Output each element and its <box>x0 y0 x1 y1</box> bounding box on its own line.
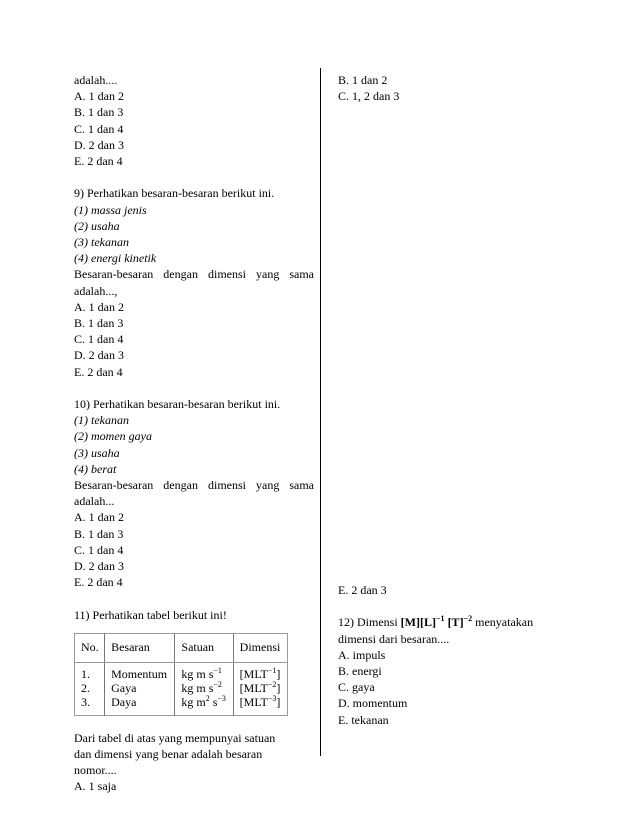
right-column-lower <box>338 582 578 728</box>
table-header: Besaran <box>105 633 175 662</box>
option-b: B. 1 dan 2 <box>338 73 388 87</box>
option-a: A. 1 dan 2 <box>74 510 124 525</box>
list-item: (1) massa jenis <box>74 202 147 217</box>
option-a: A. 1 saja <box>74 779 117 794</box>
cell-value: Momentum <box>111 666 168 681</box>
left-column <box>74 72 314 795</box>
question-stem: 9) Perhatikan besaran-besaran berikut ini. <box>74 186 275 201</box>
question-prompt: nomor.... <box>74 763 117 778</box>
list-item: (4) berat <box>74 461 117 476</box>
question-10 <box>74 396 314 590</box>
question-12 <box>338 614 578 727</box>
option-d: D. 2 dan 3 <box>74 348 124 363</box>
cell-value: $[MLT^{-1}]$ <box>239 665 281 681</box>
table-header-row <box>75 633 288 662</box>
question-prompt: adalah..., <box>74 283 118 298</box>
option-d: D. momentum <box>338 696 408 711</box>
table-cell-satuan <box>175 662 233 715</box>
text-line: adalah.... <box>74 73 118 87</box>
option-e: E. tekanan <box>338 712 389 727</box>
cell-value: Gaya <box>111 680 137 695</box>
option-b: B. energi <box>338 664 382 678</box>
option-c: C. 1 dan 4 <box>74 121 124 136</box>
option-c: C. 1 dan 4 <box>74 542 124 557</box>
units-table <box>74 633 288 716</box>
cell-value: kg $m^2$ $s^{-3}$ <box>181 693 226 709</box>
option-e: E. 2 dan 3 <box>338 583 387 597</box>
cell-value: 2. <box>81 680 90 695</box>
option-d: D. 2 dan 3 <box>74 137 124 152</box>
question-stem: 12) Dimensi $[M][L]^{-1}$ $[T]^{-2}$ menyatakan <box>338 614 534 630</box>
list-item: (3) tekanan <box>74 235 129 250</box>
question-prompt: Besaran-besaran dengan dimensi yang sama <box>74 267 314 282</box>
option-c: C. 1 dan 4 <box>74 332 124 347</box>
cell-value: $[MLT^{-2}]$ <box>239 679 281 695</box>
question-stem: 11) Perhatikan tabel berikut ini! <box>74 607 227 622</box>
table-header: No. <box>75 633 105 662</box>
table-cell-besaran <box>105 662 175 715</box>
option-b: B. 1 dan 3 <box>74 526 124 541</box>
right-column <box>338 72 578 104</box>
table-row <box>75 662 288 715</box>
list-item: (2) usaha <box>74 218 120 233</box>
cell-value: 3. <box>81 694 90 709</box>
cell-value: kg m $s^{-1}$ <box>181 665 222 681</box>
question-prompt: adalah... <box>74 494 115 509</box>
cell-value: 1. <box>81 666 90 681</box>
list-item: (3) usaha <box>74 445 120 460</box>
question-9 <box>74 185 314 379</box>
list-item: (4) energi kinetik <box>74 251 157 266</box>
option-b: B. 1 dan 3 <box>74 105 124 120</box>
option-a: A. 1 dan 2 <box>74 299 124 314</box>
option-e: E. 2 dan 4 <box>74 154 123 169</box>
question-prompt: Dari tabel di atas yang mempunyai satuan <box>74 730 276 745</box>
option-b: B. 1 dan 3 <box>74 316 124 331</box>
list-item: (2) momen gaya <box>74 429 152 444</box>
question-prompt: dan dimensi yang benar adalah besaran <box>74 747 263 762</box>
column-divider <box>320 68 321 756</box>
question-11 <box>74 607 314 795</box>
question-prompt: dimensi dari besaran.... <box>338 631 450 646</box>
table-header: Dimensi <box>233 633 287 662</box>
option-d: D. 2 dan 3 <box>74 559 124 574</box>
question-prompt: Besaran-besaran dengan dimensi yang sama <box>74 478 314 493</box>
option-c: C. 1, 2 dan 3 <box>338 89 400 104</box>
cell-value: Daya <box>111 694 137 709</box>
option-e: E. 2 dan 4 <box>74 575 123 590</box>
table-cell-dimensi <box>233 662 287 715</box>
option-a: A. impuls <box>338 647 386 662</box>
list-item: (1) tekanan <box>74 413 129 428</box>
question-stem: 10) Perhatikan besaran-besaran berikut ini. <box>74 397 281 412</box>
table-header: Satuan <box>175 633 233 662</box>
cell-value: kg m $s^{-2}$ <box>181 679 222 695</box>
option-c: C. gaya <box>338 680 375 695</box>
option-e: E. 2 dan 4 <box>74 364 123 379</box>
table-cell-no <box>75 662 105 715</box>
option-a: A. 1 dan 2 <box>74 89 124 104</box>
cell-value: $[MLT^{-3}]$ <box>239 693 281 709</box>
